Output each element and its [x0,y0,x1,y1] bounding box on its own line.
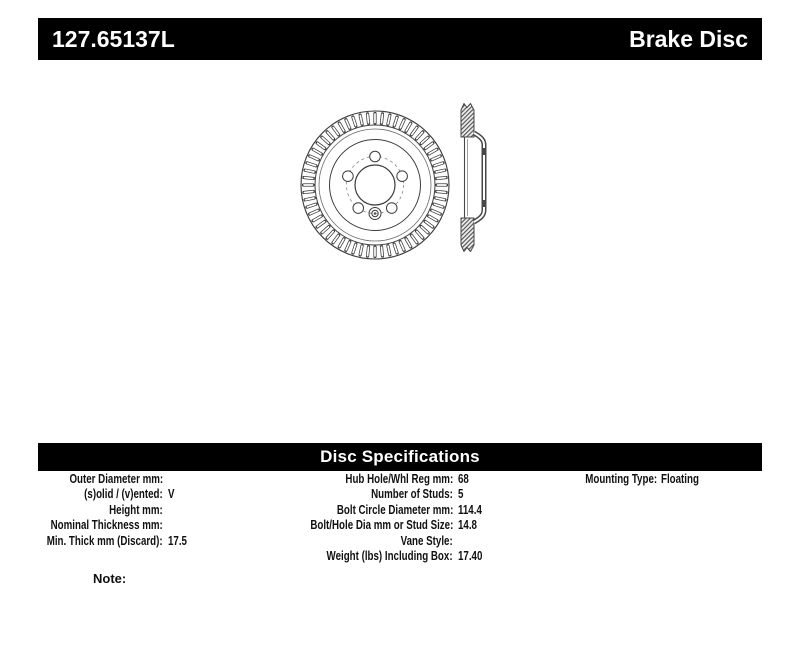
spec-label: Min. Thick mm (Discard): [47,534,163,548]
stud-holes [343,151,408,213]
spec-label: Bolt Circle Diameter mm: [336,503,453,517]
spec-row [0,503,800,518]
technical-drawing [285,93,495,265]
product-name: Brake Disc [629,25,748,52]
spec-row [0,534,800,549]
spec-value: 5 [458,487,464,501]
note-label: Note: [93,571,127,586]
spec-label: Vane Style: [400,534,453,548]
spec-value: 68 [458,472,469,486]
spec-value: 114.4 [458,503,482,517]
spec-label: Number of Studs: [371,487,453,501]
rotor-ring-bottom-section [461,218,474,252]
spec-row [0,472,800,487]
spec-title: Disc Specifications [320,447,480,466]
spec-label: Hub Hole/Whl Reg mm: [345,472,453,486]
spec-value: 17.40 [458,549,483,563]
spec-label: Outer Diameter mm: [69,472,163,486]
braking-surface-inner-edge [319,129,431,241]
spec-label: (s)olid / (v)ented: [84,487,163,501]
disc-side-view [461,104,487,252]
header-bar [38,18,762,60]
disc-front-view [301,111,449,259]
spec-label: Weight (lbs) Including Box: [326,549,453,563]
spec-row [0,549,800,564]
vane-ring-inner-edge [315,125,435,245]
spec-row [0,518,800,533]
spec-value: 17.5 [168,534,187,548]
brake-disc-drawing [285,93,495,265]
spec-label: Nominal Thickness mm: [50,518,163,532]
hat-flange-upper [483,148,487,155]
hat-wall-outer [474,133,484,222]
disc-outer-edge [301,111,449,259]
spec-title-bar [38,443,762,471]
spec-row [0,487,800,502]
hat-flange-lower [483,200,487,207]
spec-value: 14.8 [458,518,477,532]
spec-value: V [168,487,175,501]
part-number: 127.65137L [52,25,175,52]
spec-label: Bolt/Hole Dia mm or Stud Size: [309,518,453,532]
center-bore [355,165,395,205]
spec-value: Floating [661,472,699,486]
spec-label: Mounting Type: [585,472,657,486]
spec-label: Height mm: [109,503,163,517]
rotor-ring-top-section [461,104,474,138]
disc-vane-slots [304,114,447,257]
